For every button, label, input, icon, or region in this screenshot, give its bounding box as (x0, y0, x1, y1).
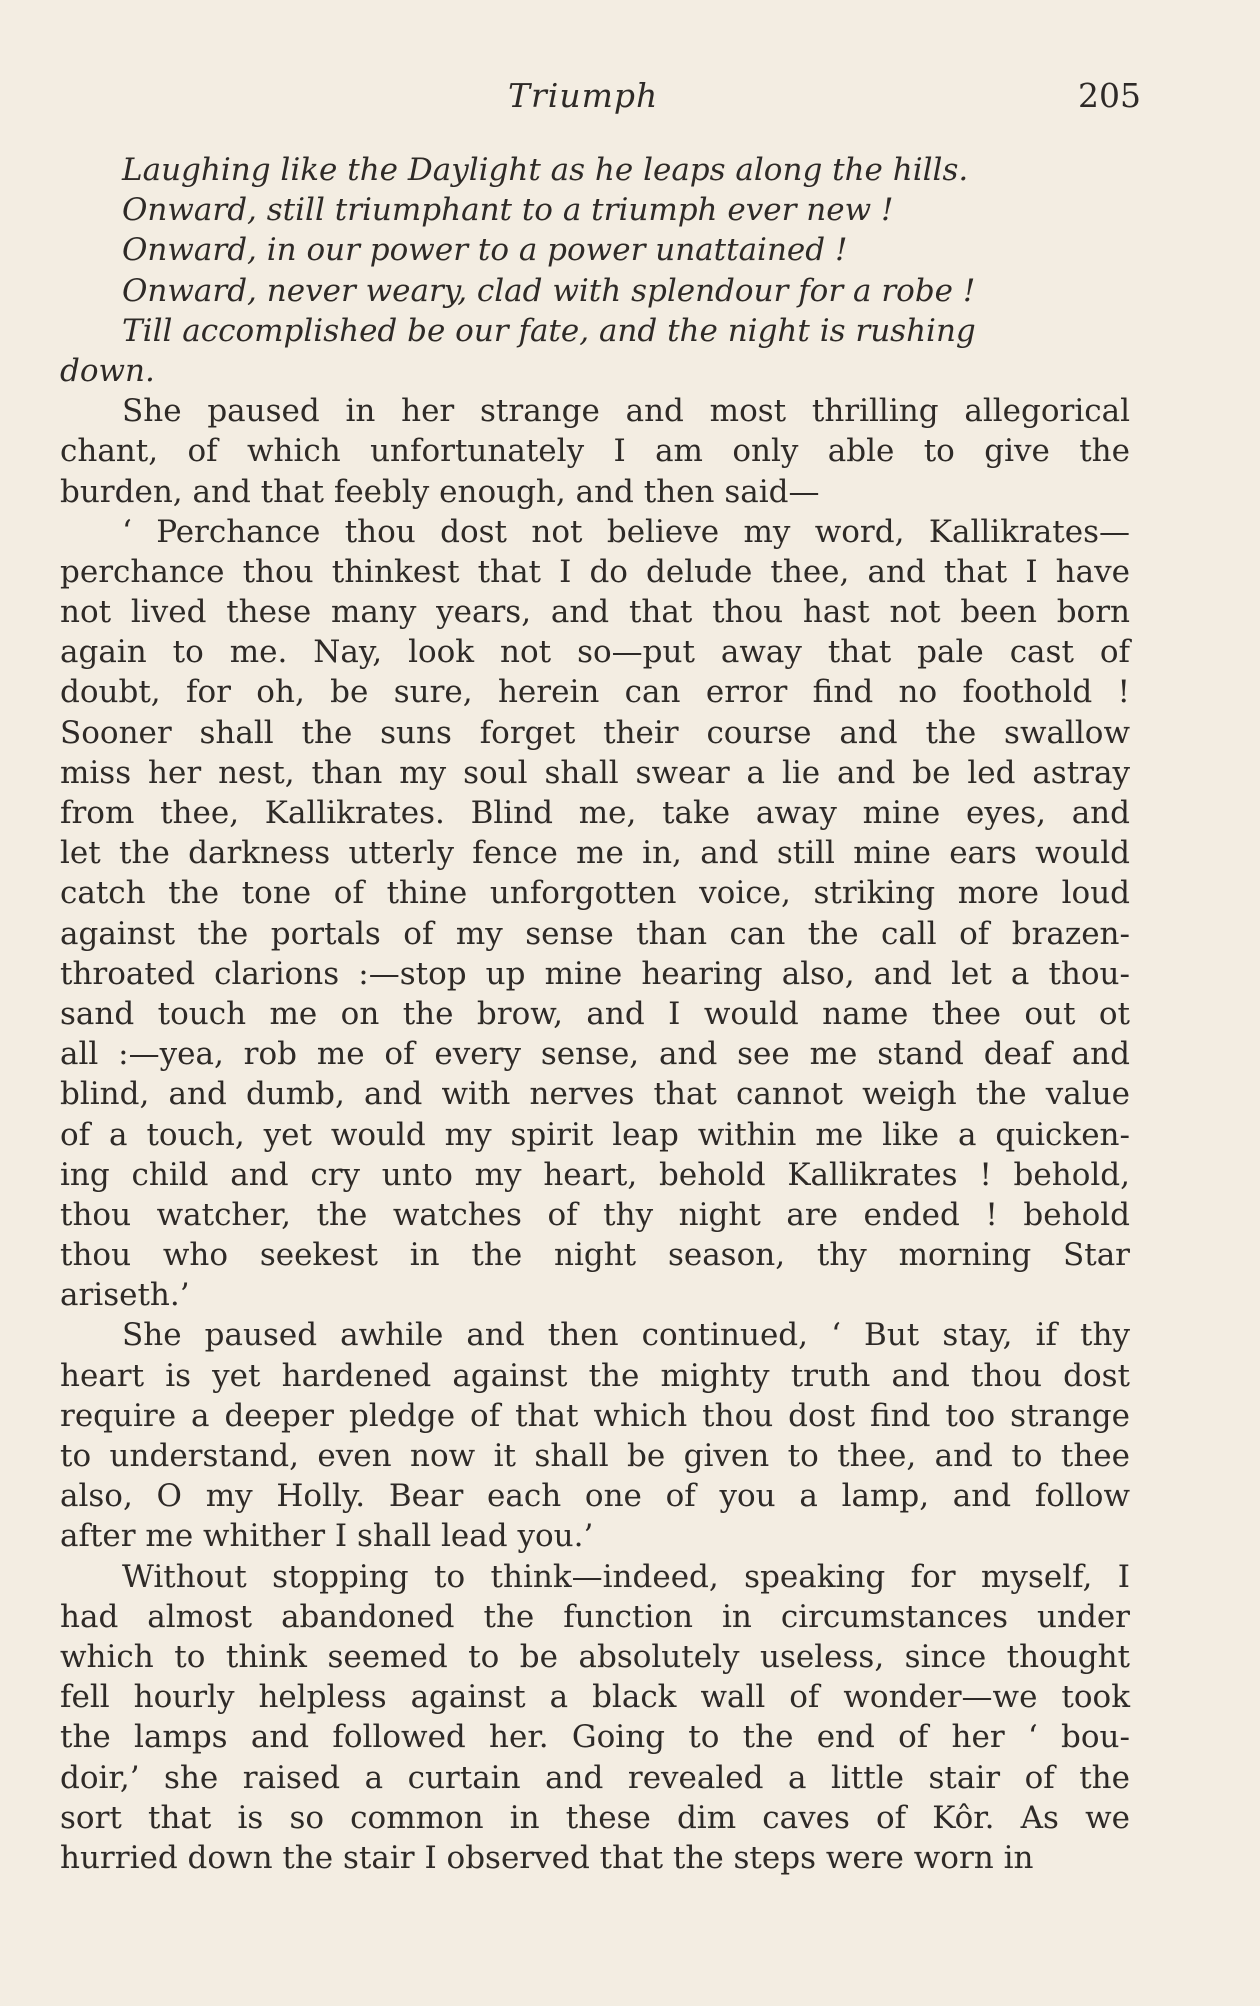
text-line: let the darkness utterly fence me in, and still mine ears would (60, 835, 1130, 872)
verse-line: Onward, in our power to a power unattained ! (122, 232, 848, 269)
text-line: sort that is so common in these dim caves of Kôr. As we (60, 1799, 1130, 1836)
text-line: which to think seemed to be absolutely useless, since thought (60, 1638, 1130, 1675)
verse-line: Laughing like the Daylight as he leaps along the hills. (122, 152, 969, 188)
text-line: Without stopping to think—indeed, speaking for myself, I (122, 1558, 1130, 1595)
body-text (60, 150, 1130, 1878)
text-line: Sooner shall the suns forget their course and the swallow (60, 714, 1130, 751)
text-line: She paused in her strange and most thrilling allegorical (122, 393, 1130, 430)
text-line: heart is yet hardened against the mighty truth and thou dost (60, 1357, 1130, 1394)
text-line: ‘ Perchance thou dost not believe my word, Kallikrates— (122, 513, 1130, 550)
text-line: catch the tone of thine unforgotten voice, striking more loud (60, 875, 1130, 912)
verse-line: Onward, never weary, clad with splendour for a robe ! (122, 272, 976, 309)
paragraph (60, 391, 1130, 512)
text-line: blind, and dumb, and with nerves that cannot weigh the value (60, 1076, 1130, 1113)
text-line: all :—yea, rob me of every sense, and see me stand deaf and (60, 1036, 1130, 1073)
text-line: the lamps and followed her. Going to the end of her ‘ bou- (60, 1719, 1130, 1756)
verse-line: Till accomplished be our fate, and the night is rushing (122, 312, 976, 349)
text-line: to understand, even now it shall be given to thee, and to thee (60, 1438, 1130, 1474)
running-head-title: Triumph (508, 76, 659, 115)
paragraph (60, 512, 1130, 1316)
text-line: throated clarions :—stop up mine hearing also, and let a thou- (60, 955, 1130, 992)
text-line: doubt, for oh, be sure, herein can error find no foothold ! (60, 674, 1130, 711)
paragraph (60, 1315, 1130, 1556)
text-line: perchance thou thinkest that I do delude thee, and that I have (60, 553, 1130, 590)
text-line: from thee, Kallikrates. Blind me, take away mine eyes, and (60, 795, 1130, 831)
text-line: had almost abandoned the function in circumstances under (60, 1598, 1130, 1635)
page-number: 205 (1078, 76, 1141, 115)
text-line: hurried down the stair I observed that the steps were worn in (60, 1839, 1034, 1876)
paragraph (60, 1557, 1130, 1879)
text-line: again to me. Nay, look not so—put away that pale cast of (60, 634, 1130, 671)
text-line: sand touch me on the brow, and I would name thee out ot (60, 995, 1130, 1032)
text-line: after me whither I shall lead you.’ (60, 1518, 594, 1555)
text-line: ing child and cry unto my heart, behold Kallikrates ! behold, (60, 1156, 1130, 1193)
text-line: of a touch, yet would my spirit leap within me like a quicken- (60, 1116, 1130, 1153)
text-line: ariseth.’ (60, 1277, 190, 1314)
text-line: chant, of which unfortunately I am only able to give the (60, 433, 1130, 470)
text-line: doir,’ she raised a curtain and revealed a little stair of the (60, 1759, 1130, 1796)
verse-block (60, 150, 1130, 391)
text-line: thou who seekest in the night season, thy morning Star (60, 1237, 1130, 1274)
text-line: burden, and that feebly enough, and then said— (60, 473, 820, 510)
verse-line: Onward, still triumphant to a triumph ever new ! (122, 192, 894, 229)
running-head (0, 76, 1260, 122)
text-line: also, O my Holly. Bear each one of you a lamp, and follow (60, 1478, 1130, 1515)
text-line: require a deeper pledge of that which thou dost find too strange (60, 1397, 1130, 1434)
text-line: fell hourly helpless against a black wall of wonder—we took (60, 1679, 1130, 1716)
text-line: thou watcher, the watches of thy night are ended ! behold (60, 1196, 1130, 1233)
text-line: against the portals of my sense than can the call of brazen- (60, 915, 1130, 952)
text-line: not lived these many years, and that thou hast not been born (60, 594, 1130, 631)
text-line: She paused awhile and then continued, ‘ But stay, if thy (122, 1317, 1130, 1354)
text-line: miss her nest, than my soul shall swear a lie and be led astray (60, 754, 1130, 791)
verse-line: down. (60, 352, 155, 389)
